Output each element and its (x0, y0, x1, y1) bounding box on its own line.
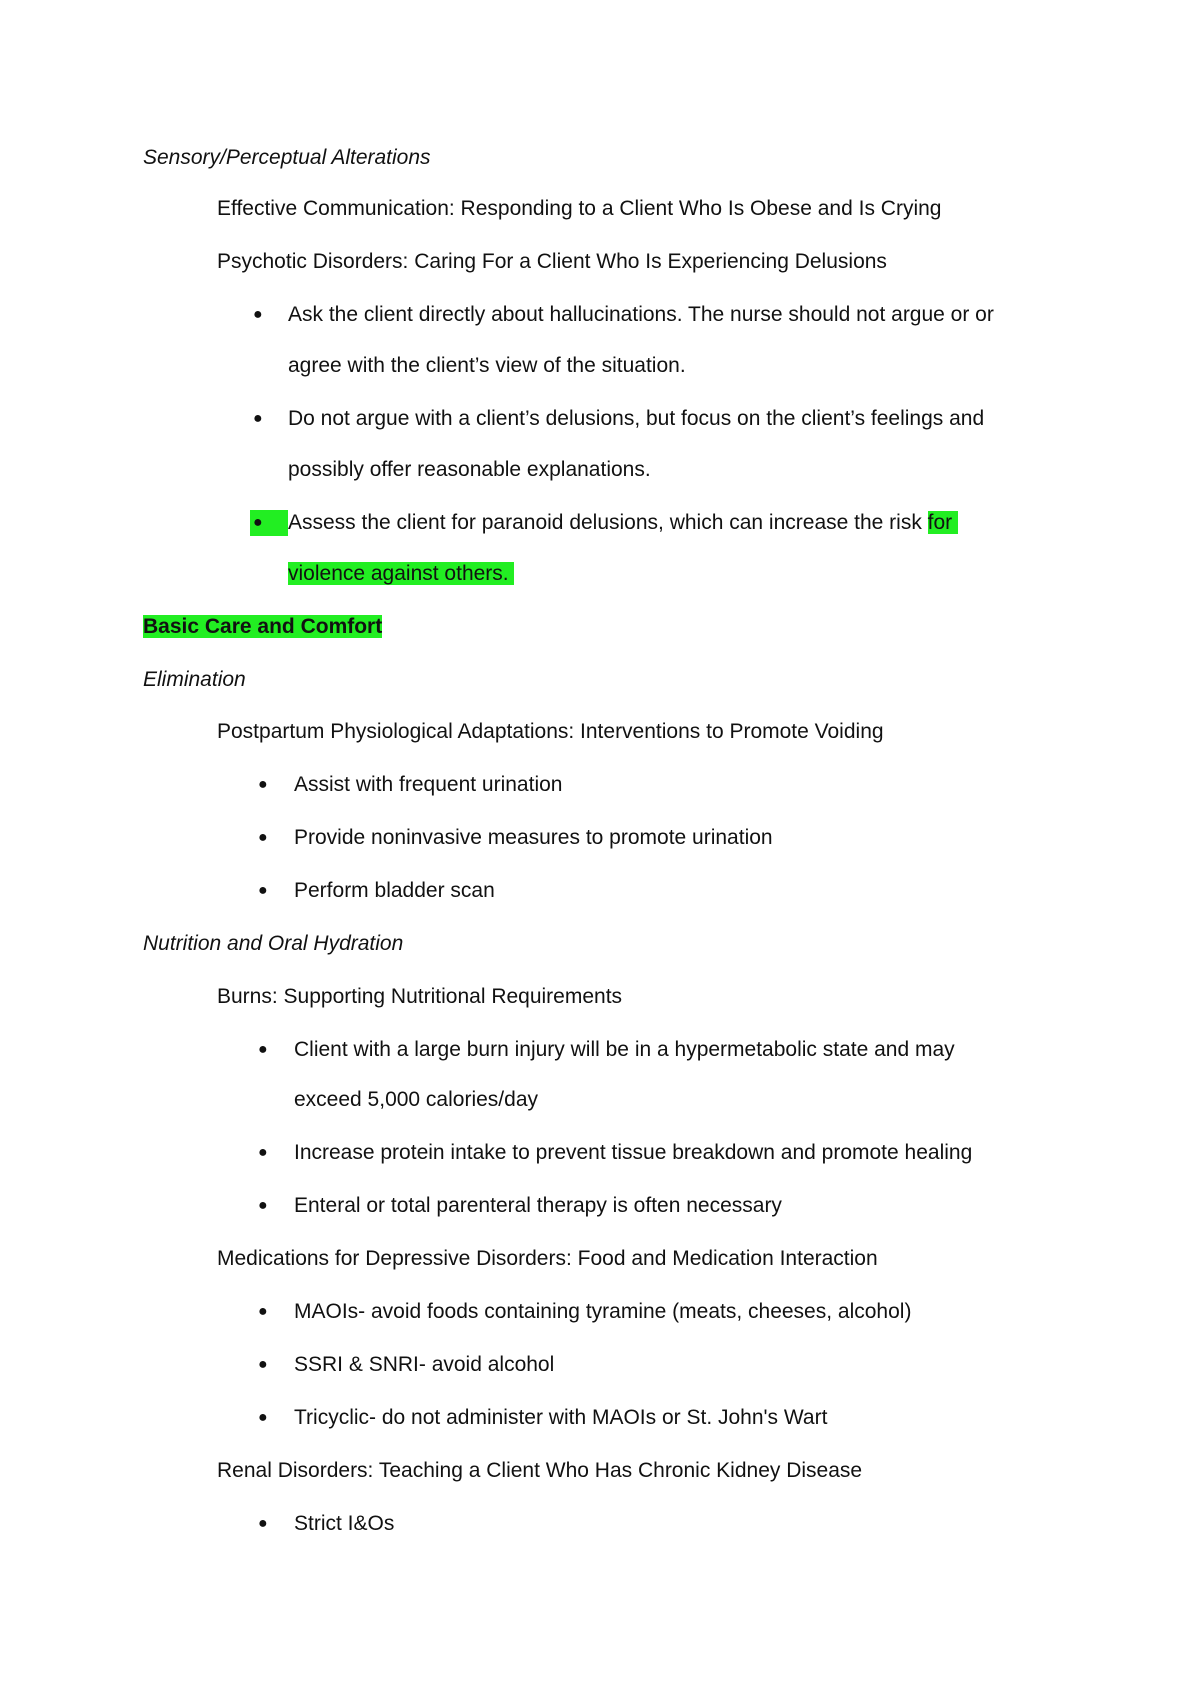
bullet-dot: ● (258, 1515, 268, 1532)
list-item-line: Client with a large burn injury will be in a hypermetabolic state and may (294, 1038, 955, 1061)
topic-depressive-medications: Medications for Depressive Disorders: Food and Medication Interaction (217, 1247, 878, 1270)
topic-effective-communication: Effective Communication: Responding to a Client Who Is Obese and Is Crying (217, 197, 942, 220)
list-item-line-highlighted (288, 561, 514, 587)
highlight-pad (509, 562, 515, 585)
highlight-pad (952, 511, 958, 534)
bullet-dot: ● (258, 829, 268, 846)
bullet-dot: ● (258, 1303, 268, 1320)
topic-psychotic-disorders: Psychotic Disorders: Caring For a Client Who Is Experiencing Delusions (217, 250, 887, 273)
section-heading-nutrition: Nutrition and Oral Hydration (143, 932, 404, 955)
bullet-dot: ● (253, 306, 263, 323)
bullet-dot: ● (258, 1144, 268, 1161)
bullet-dot: ● (258, 882, 268, 899)
bullet-dot: ● (258, 1409, 268, 1426)
topic-renal-disorders: Renal Disorders: Teaching a Client Who Has Chronic Kidney Disease (217, 1459, 863, 1482)
highlighted-heading: Basic Care and Comfort (143, 615, 383, 638)
list-item-line: Ask the client directly about hallucinations. The nurse should not argue or or (288, 303, 994, 326)
list-item-line: possibly offer reasonable explanations. (288, 458, 651, 481)
topic-postpartum: Postpartum Physiological Adaptations: Interventions to Promote Voiding (217, 720, 884, 743)
bullet-dot: ● (258, 1197, 268, 1214)
list-item: SSRI & SNRI- avoid alcohol (294, 1353, 555, 1376)
bullet-dot: ● (258, 1356, 268, 1373)
bullet-dot-highlighted: ● (250, 510, 288, 536)
highlighted-text: violence against others. (288, 562, 509, 585)
bullet-dot: ● (258, 1041, 268, 1058)
list-item: Enteral or total parenteral therapy is often necessary (294, 1194, 782, 1217)
section-heading-basic-care (143, 614, 382, 640)
list-item: Assist with frequent urination (294, 773, 563, 796)
highlighted-text: for (927, 511, 953, 534)
section-heading-sensory: Sensory/Perceptual Alterations (143, 146, 431, 169)
list-item: Increase protein intake to prevent tissue breakdown and promote healing (294, 1141, 973, 1164)
list-item: Perform bladder scan (294, 879, 495, 902)
topic-burns: Burns: Supporting Nutritional Requirements (217, 985, 623, 1008)
bullet-dot: ● (253, 410, 263, 427)
list-item: Tricyclic- do not administer with MAOIs or St. John's Wart (294, 1406, 828, 1429)
list-item-line (288, 510, 958, 536)
list-item-line: agree with the client’s view of the situation. (288, 354, 686, 377)
list-item: MAOIs- avoid foods containing tyramine (meats, cheeses, alcohol) (294, 1300, 912, 1323)
section-heading-elimination: Elimination (143, 668, 246, 691)
list-item-text: Assess the client for paranoid delusions, which can increase the risk (288, 511, 928, 534)
list-item-line: exceed 5,000 calories/day (294, 1088, 538, 1111)
list-item-line: Do not argue with a client’s delusions, but focus on the client’s feelings and (288, 407, 985, 430)
bullet-dot: ● (258, 776, 268, 793)
list-item: Provide noninvasive measures to promote urination (294, 826, 773, 849)
list-item: Strict I&Os (294, 1512, 395, 1535)
